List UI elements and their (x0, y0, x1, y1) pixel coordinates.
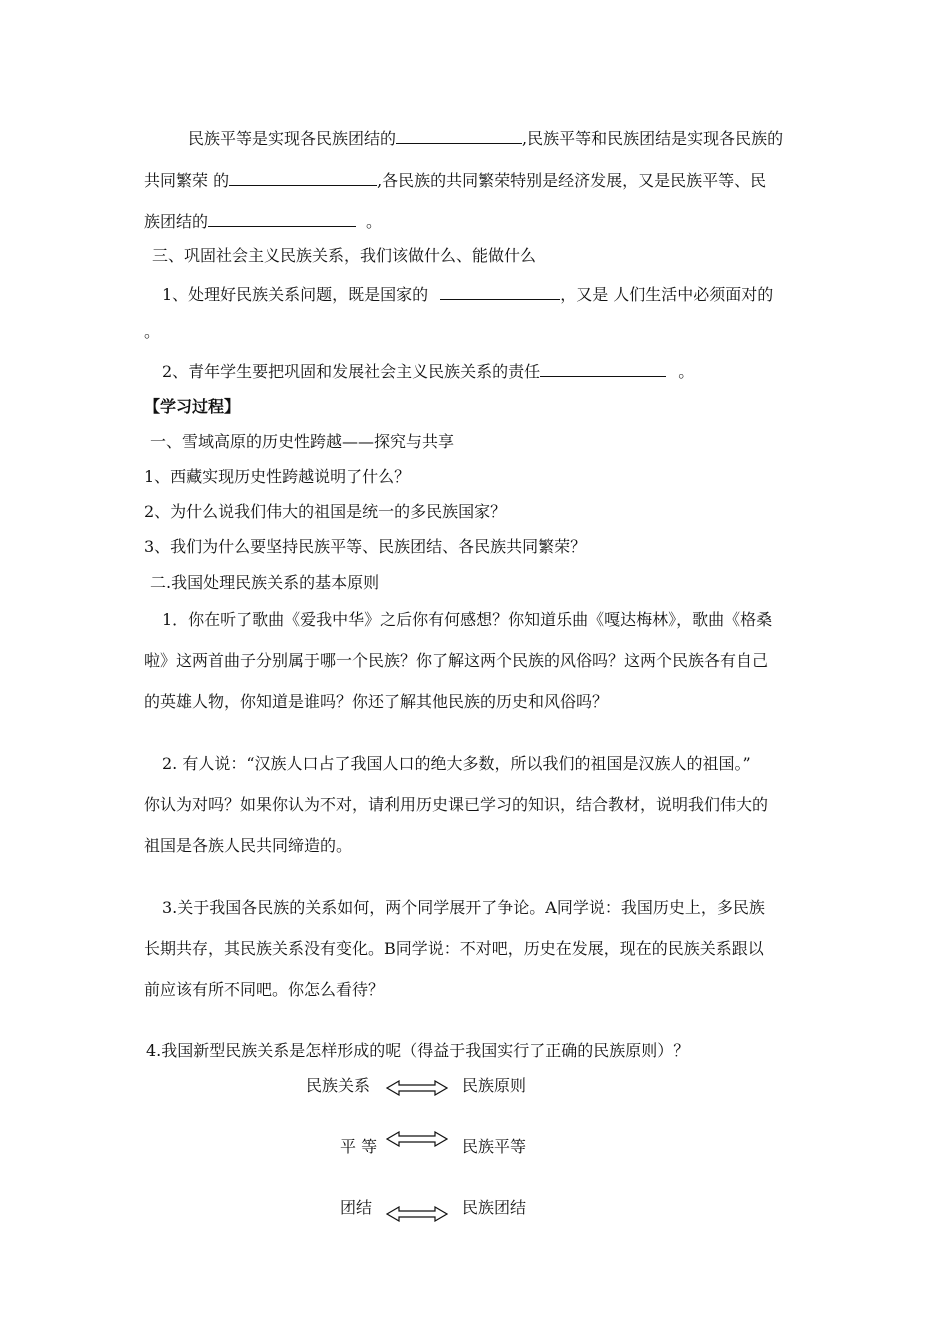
paragraph1-line3 (144, 210, 382, 232)
q2-line3: 祖国是各族人民共同缔造的。 (144, 836, 353, 855)
text: 。 (678, 362, 695, 381)
fill-blank[interactable] (208, 210, 356, 227)
mapping-right-1: 民族原则 (462, 1076, 527, 1095)
text: 2、青年学生要把巩固和发展社会主义民族关系的责任 (162, 362, 541, 381)
text: 族团结的 (144, 212, 209, 231)
part1-question-1: 1、西藏实现历史性跨越说明了什么？ (144, 467, 411, 486)
q3-line2: 长期共存，其民族关系没有变化。B同学说：不对吧，历史在发展，现在的民族关系跟以 (144, 939, 764, 958)
text: 1、处理好民族关系问题，既是国家的 (162, 285, 429, 304)
part1-title: 一、雪域高原的历史性跨越——探究与共享 (150, 432, 455, 451)
learning-process-title: 【学习过程】 (144, 397, 241, 416)
text: 。 (366, 212, 383, 231)
double-arrow-icon (386, 1131, 448, 1147)
q2-line2: 你认为对吗？如果你认为不对，请利用历史课已学习的知识，结合教材，说明我们伟大的 (144, 795, 769, 814)
mapping-left-3: 团结 (340, 1198, 373, 1217)
paragraph1-line2 (144, 169, 766, 191)
part2-title: 二.我国处理民族关系的基本原则 (150, 573, 380, 592)
q3-line3: 前应该有所不同吧。你怎么看待？ (144, 980, 385, 999)
q1-line1: 1．你在听了歌曲《爱我中华》之后你有何感想？你知道乐曲《嘎达梅林》，歌曲《格桑 (162, 610, 773, 629)
item1-line2: 。 (144, 322, 161, 341)
mapping-left-2: 平 等 (340, 1137, 378, 1156)
fill-blank[interactable] (440, 283, 560, 300)
mapping-right-3: 民族团结 (462, 1198, 527, 1217)
fill-blank[interactable] (396, 127, 522, 144)
q3-line1: 3.关于我国各民族的关系如何，两个同学展开了争论。A同学说：我国历史上，多民族 (162, 898, 765, 917)
double-arrow-icon (386, 1206, 448, 1222)
q2-line1: 2. 有人说：“汉族人口占了我国人口的绝大多数，所以我们的祖国是汉族人的祖国。” (162, 754, 751, 773)
section3-title: 三、巩固社会主义民族关系，我们该做什么、能做什么 (152, 246, 537, 265)
text: ,民族平等和民族团结是实现各民族的 (522, 129, 784, 148)
q1-line3: 的英雄人物，你知道是谁吗？你还了解其他民族的历史和风俗吗？ (144, 692, 609, 711)
q4-line: 4.我国新型民族关系是怎样形成的呢（得益于我国实行了正确的民族原则）？ (146, 1041, 690, 1060)
fill-blank[interactable] (229, 169, 377, 186)
text: 共同繁荣 的 (144, 171, 230, 190)
text: ，又是 人们生活中必须面对的 (560, 285, 774, 304)
item2-line (162, 360, 694, 382)
fill-blank[interactable] (540, 360, 666, 377)
q1-line2: 啦》这两首曲子分别属于哪一个民族？你了解这两个民族的风俗吗？这两个民族各有自己 (144, 651, 769, 670)
paragraph1-line1 (188, 127, 783, 149)
part1-question-3: 3、我们为什么要坚持民族平等、民族团结、各民族共同繁荣？ (144, 537, 587, 556)
double-arrow-icon (386, 1080, 448, 1096)
text: 民族平等是实现各民族团结的 (188, 129, 397, 148)
mapping-left-1: 民族关系 (306, 1076, 371, 1095)
mapping-right-2: 民族平等 (462, 1137, 527, 1156)
part1-question-2: 2、为什么说我们伟大的祖国是统一的多民族国家？ (144, 502, 507, 521)
item1-line1 (162, 283, 773, 305)
text: ,各民族的共同繁荣特别是经济发展，又是民族平等、民 (377, 171, 767, 190)
